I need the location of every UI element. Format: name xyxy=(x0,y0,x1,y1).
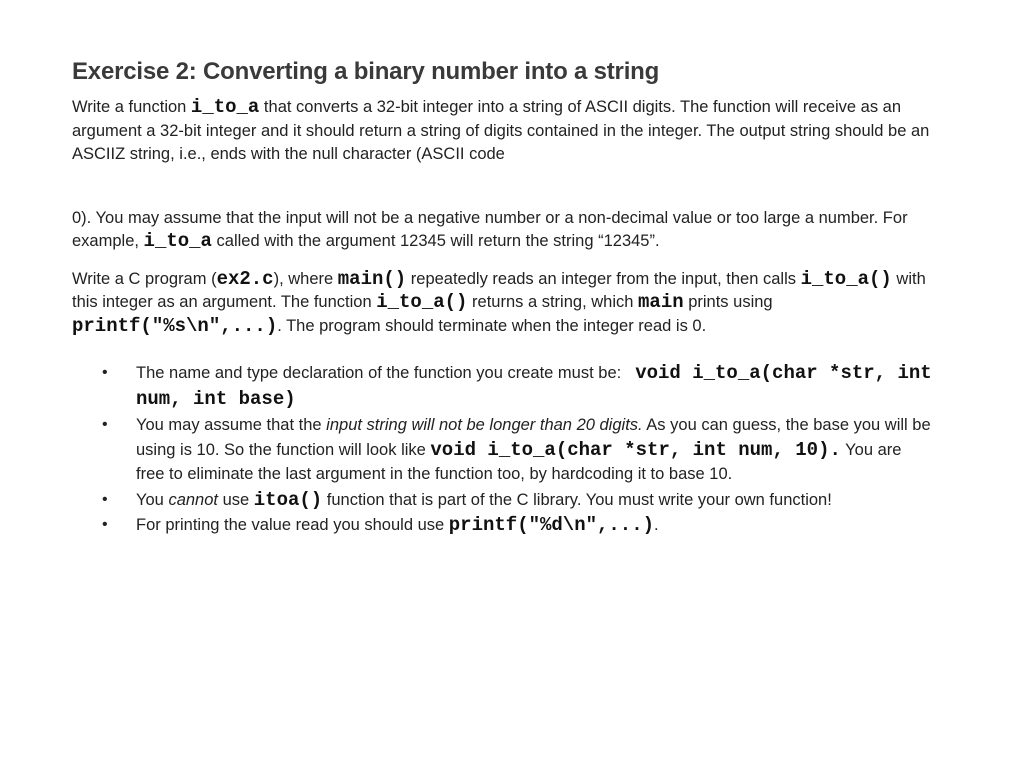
list-item xyxy=(72,413,932,487)
code-i_to_a: i_to_a xyxy=(190,96,260,118)
code-main: main xyxy=(638,291,684,313)
text: You may assume that the xyxy=(136,416,327,434)
text: You xyxy=(136,490,169,509)
text: Write a C program ( xyxy=(72,269,217,288)
code-signature: void i_to_a(char *str, int num, 10). xyxy=(430,438,841,461)
exercise-title: Exercise 2: Converting a binary number into a string xyxy=(72,58,660,85)
text: ), where xyxy=(273,269,338,288)
bullet-icon: • xyxy=(102,416,108,433)
text: You are free to eliminate the last argument in the function too, by hardcoding it to base 10. xyxy=(136,440,902,483)
text: The name and type declaration of the function you create must be: xyxy=(136,364,622,382)
code-filename: ex2.c xyxy=(216,267,274,290)
code-itoa: itoa() xyxy=(253,488,323,511)
list-item xyxy=(72,360,932,412)
paragraph-assumptions xyxy=(72,207,932,254)
list-item xyxy=(72,513,932,538)
text: returns a string, which xyxy=(467,293,639,311)
bullet-icon: • xyxy=(102,516,108,533)
code-declaration: void i_to_a(char *str, int num, int base) xyxy=(136,362,932,410)
text: repeatedly reads an integer from the input, then calls xyxy=(406,269,801,288)
bullet-icon: • xyxy=(102,490,108,508)
paragraph-gap xyxy=(72,254,932,268)
text: function that is part of the C library. You must write your own function! xyxy=(322,490,832,509)
paragraph-intro xyxy=(72,96,932,167)
text: . The program should terminate when the integer read is 0. xyxy=(277,316,707,335)
paragraph-program xyxy=(72,268,932,339)
text: Write a function xyxy=(72,98,191,116)
text: 0). You may assume that the input will not be a negative number or a non-decimal value or too large a number. For example, xyxy=(72,208,908,250)
bullet-icon: • xyxy=(102,364,108,381)
code-printf: printf("%s\n",...) xyxy=(72,314,278,337)
code-printf: printf("%d\n",...) xyxy=(448,514,655,536)
text: use xyxy=(217,490,254,509)
text: with this integer as an argument. The function xyxy=(72,269,926,311)
emphasis-text: input string will not be longer than 20 digits. xyxy=(326,416,643,434)
text: For printing the value read you should use xyxy=(136,516,449,534)
code-i_to_a-call: i_to_a() xyxy=(800,267,892,290)
list-item xyxy=(72,488,932,513)
text: As you can guess, the base you will be using is 10. So the function will look like xyxy=(136,416,931,459)
requirements-list xyxy=(72,360,932,538)
code-i_to_a-call: i_to_a() xyxy=(376,291,468,313)
text: called with the argument 12345 will return the string “12345”. xyxy=(211,232,660,250)
list-gap xyxy=(72,338,932,360)
text: . xyxy=(654,516,659,534)
document-page xyxy=(72,58,932,539)
code-i_to_a: i_to_a xyxy=(143,230,212,252)
text: that converts a 32-bit integer into a string of ASCII digits. The function will receive as an argument a 32-bit integer and it should return a string of digits contained in the integer. The output string should be an ASCIIZ string, i.e., ends with the null character (ASCII code xyxy=(72,98,930,163)
page-gap xyxy=(72,167,932,207)
emphasis-text: cannot xyxy=(168,490,218,509)
code-main: main() xyxy=(337,267,407,290)
text: prints using xyxy=(683,293,773,311)
